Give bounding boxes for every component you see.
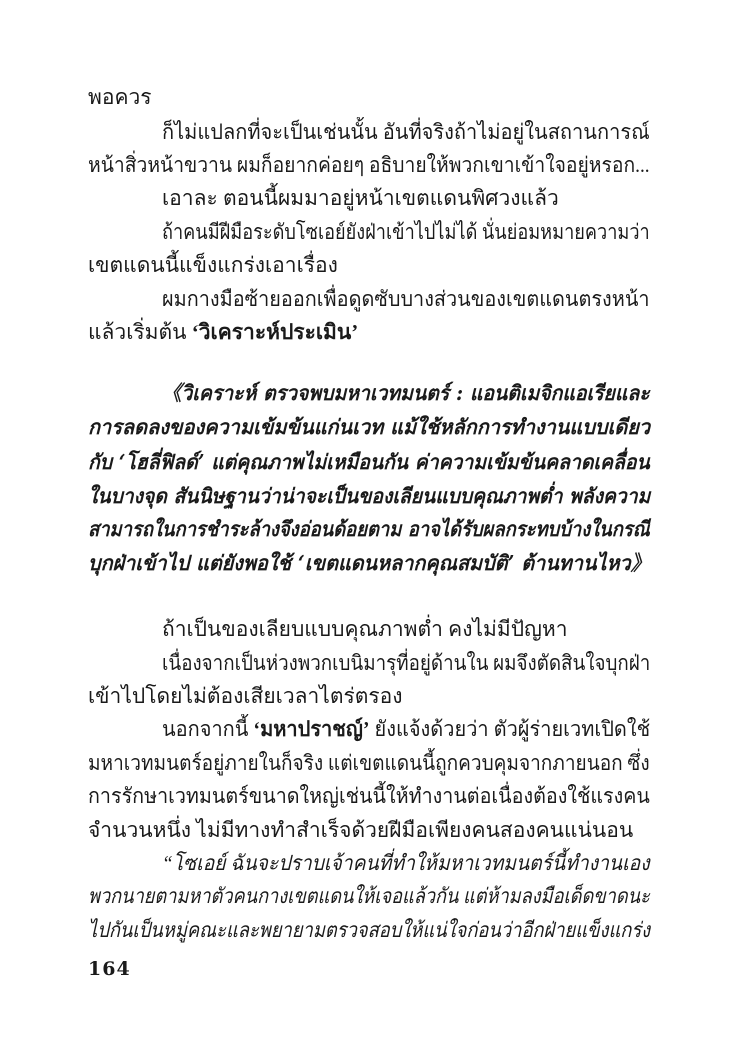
text-line: เขตแดนนี้แข็งแกร่งเอาเรื่อง — [88, 253, 338, 277]
text-line: ถ้าคนมีฝีมือระดับโซเอย์ยังฝ่าเข้าไปไม่ได้ นั่นย่อมหมายความว่า — [162, 220, 650, 244]
skill-name: ‘มหาปราชญ์’ — [253, 717, 370, 741]
dialogue-line: พวกนายตามหาตัวคนกางเขตแดนให้เจอแล้วกัน แต่ห้ามลงมือเด็ดขาดนะ — [88, 884, 650, 908]
text-line: หน้าสิ่วหน้าขวาน ผมก็อยากค่อยๆ อธิบายให้พวกเขาเข้าใจอยู่หรอก... — [88, 153, 650, 177]
analysis-line: กับ ‘โฮลี่ฟิลด์’ แต่คุณภาพไม่เหมือนกัน ค่าความเข้มข้นคลาดเคลื่อน — [88, 450, 650, 474]
analysis-line: สามารถในการชำระล้างจึงอ่อนด้อยตาม อาจได้รับผลกระทบบ้างในกรณี — [88, 517, 650, 541]
text-line: มหาเวทมนตร์อยู่ภายในก็จริง แต่เขตแดนนี้ถูกควบคุมจากภายนอก ซึ่ง — [88, 751, 650, 775]
text-line: เข้าไปโดยไม่ต้องเสียเวลาไตร่ตรอง — [88, 684, 403, 708]
text-line: เอาละ ตอนนี้ผมมาอยู่หน้าเขตแดนพิศวงแล้ว — [162, 186, 559, 210]
dialogue-line: ไปกันเป็นหมู่คณะและพยายามตรวจสอบให้แน่ใจก่อนว่าอีกฝ่ายแข็งแกร่ง — [88, 918, 651, 942]
text-span: แล้วเริ่มต้น — [88, 320, 192, 344]
text-line: จำนวนหนึ่ง ไม่มีทางทำสำเร็จด้วยฝีมือเพียงคนสองคนแน่นอน — [88, 818, 634, 842]
analysis-line: 《วิเคราะห์ ตรวจพบมหาเวทมนตร์ : แอนติเมจิกแอเรียและ — [162, 381, 650, 405]
analysis-line: ในบางจุด สันนิษฐานว่าน่าจะเป็นของเลียนแบบคุณภาพต่ำ พลังความ — [88, 484, 651, 508]
text-line — [162, 714, 650, 744]
skill-name: ‘วิเคราะห์ประเมิน’ — [191, 320, 359, 344]
analysis-line: บุกฝ่าเข้าไป แต่ยังพอใช้ ‘เขตแดนหลากคุณสมบัติ’ ต้านทานไหว》 — [88, 551, 651, 575]
text-line: ก็ไม่แปลกที่จะเป็นเช่นนั้น อันที่จริงถ้าไม่อยู่ในสถานการณ์ — [162, 120, 650, 144]
text-line: ถ้าเป็นของเลียบแบบคุณภาพต่ำ คงไม่มีปัญหา — [162, 617, 568, 641]
text-span: นอกจากนี้ — [162, 717, 254, 741]
dialogue-line: “โซเอย์ ฉันจะปราบเจ้าคนที่ทำให้มหาเวทมนตร์นี้ทำงานเอง — [162, 851, 650, 875]
text-span: ยังแจ้งด้วยว่า ตัวผู้ร่ายเวทเปิดใช้ — [369, 717, 651, 741]
text-line: พอควร — [88, 85, 152, 109]
text-line — [88, 317, 358, 347]
analysis-line: การลดลงของความเข้มข้นแก่นเวท แม้ใช้หลักการทำงานแบบเดียว — [88, 415, 651, 439]
text-line: เนื่องจากเป็นห่วงพวกเบนิมารุที่อยู่ด้านใน ผมจึงตัดสินใจบุกฝ่า — [162, 651, 651, 675]
text-line: การรักษาเวทมนตร์ขนาดใหญ่เช่นนี้ให้ทำงานต่อเนื่องต้องใช้แรงคน — [88, 784, 650, 808]
page-number: 164 — [88, 958, 131, 980]
text-line: ผมกางมือซ้ายออกเพื่อดูดซับบางส่วนของเขตแดนตรงหน้า — [162, 287, 650, 311]
